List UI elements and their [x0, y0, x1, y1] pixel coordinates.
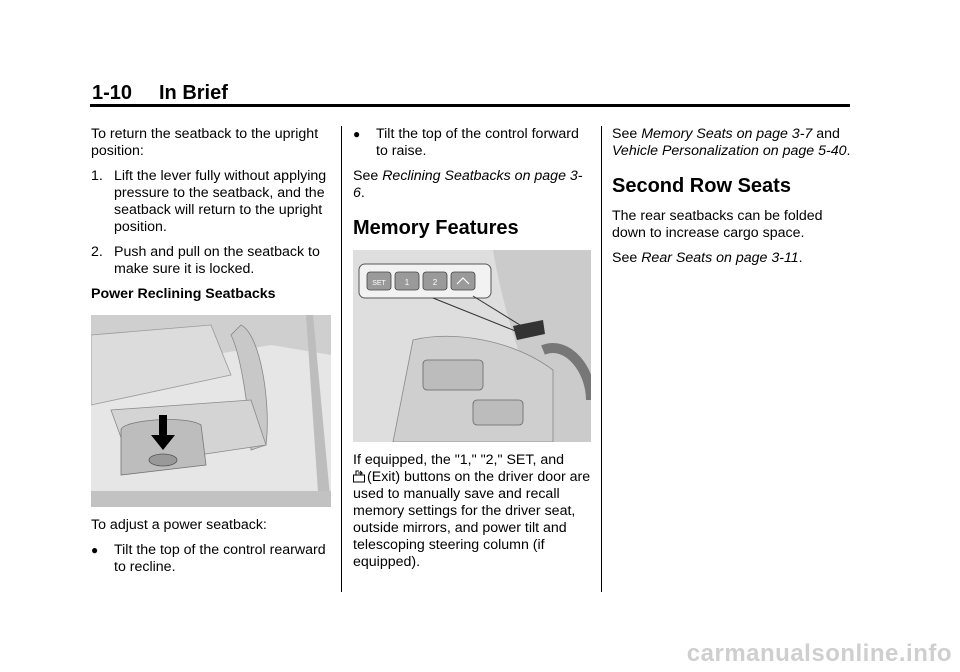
- button-2-label: 2: [432, 278, 438, 287]
- list-item: [91, 244, 331, 278]
- memory-description: [353, 452, 593, 571]
- list-item: [91, 168, 331, 236]
- see-suffix: .: [846, 143, 851, 159]
- column-3: [612, 126, 852, 275]
- see-prefix: See: [612, 126, 642, 142]
- memory-text-b: (Exit) buttons on the driver door are used to manually save and recall memory settings for the driver seat, outside mirrors, and power tilt and telescoping steering column (if equipped).: [353, 469, 591, 570]
- bullet-text: Tilt the top of the control rearward to recline.: [114, 542, 326, 575]
- reference-link[interactable]: Reclining Seatbacks on page 3-6: [353, 168, 583, 201]
- cross-reference: [612, 126, 852, 160]
- see-prefix: See: [353, 168, 383, 184]
- bullet-icon: ●: [91, 543, 99, 557]
- intro-text: To return the seatback to the upright position:: [91, 126, 319, 159]
- step-number: 1.: [91, 168, 103, 184]
- reference-link[interactable]: Vehicle Personalization on page 5-40: [612, 143, 847, 159]
- button-1-label: 1: [404, 278, 410, 287]
- page-header: [92, 82, 850, 106]
- reference-link[interactable]: Rear Seats on page 3-11: [641, 250, 799, 266]
- cross-reference: [612, 250, 852, 267]
- bullet-icon: ●: [353, 127, 361, 141]
- column-divider: [601, 126, 602, 592]
- step-number: 2.: [91, 244, 103, 260]
- section-heading: Memory Features: [353, 217, 519, 239]
- page-title: In Brief: [159, 82, 228, 104]
- header-rule: [90, 104, 850, 107]
- list-item: [353, 126, 593, 160]
- cross-reference: [353, 168, 593, 202]
- column-1: [91, 126, 331, 584]
- column-2: [353, 126, 593, 579]
- page-number: 1-10: [92, 82, 133, 104]
- adjust-text: To adjust a power seatback:: [91, 517, 267, 533]
- step-text: Lift the lever fully without applying pressure to the seatback, and the seatback will return to the upright position.: [114, 168, 327, 235]
- seat-illustration: [91, 315, 331, 507]
- bullet-text: Tilt the top of the control forward to raise.: [376, 126, 579, 159]
- see-prefix: See: [612, 250, 642, 266]
- see-suffix: .: [798, 250, 803, 266]
- watermark: carmanualsonline.info: [686, 640, 952, 667]
- memory-buttons-illustration: [353, 250, 591, 442]
- exit-seat-icon: [353, 470, 365, 483]
- memory-text-a: If equipped, the "1," "2," SET, and: [353, 452, 565, 468]
- subheading: Power Reclining Seatbacks: [91, 286, 276, 302]
- see-suffix: .: [360, 185, 365, 201]
- column-divider: [341, 126, 342, 592]
- step-text: Push and pull on the seatback to make sure it is locked.: [114, 244, 320, 277]
- set-button-label: SET: [372, 280, 386, 287]
- section-heading: Second Row Seats: [612, 175, 791, 197]
- see-and: and: [812, 126, 840, 142]
- reference-link[interactable]: Memory Seats on page 3-7: [641, 126, 813, 142]
- second-row-text: The rear seatbacks can be folded down to increase cargo space.: [612, 208, 823, 241]
- list-item: [91, 542, 331, 576]
